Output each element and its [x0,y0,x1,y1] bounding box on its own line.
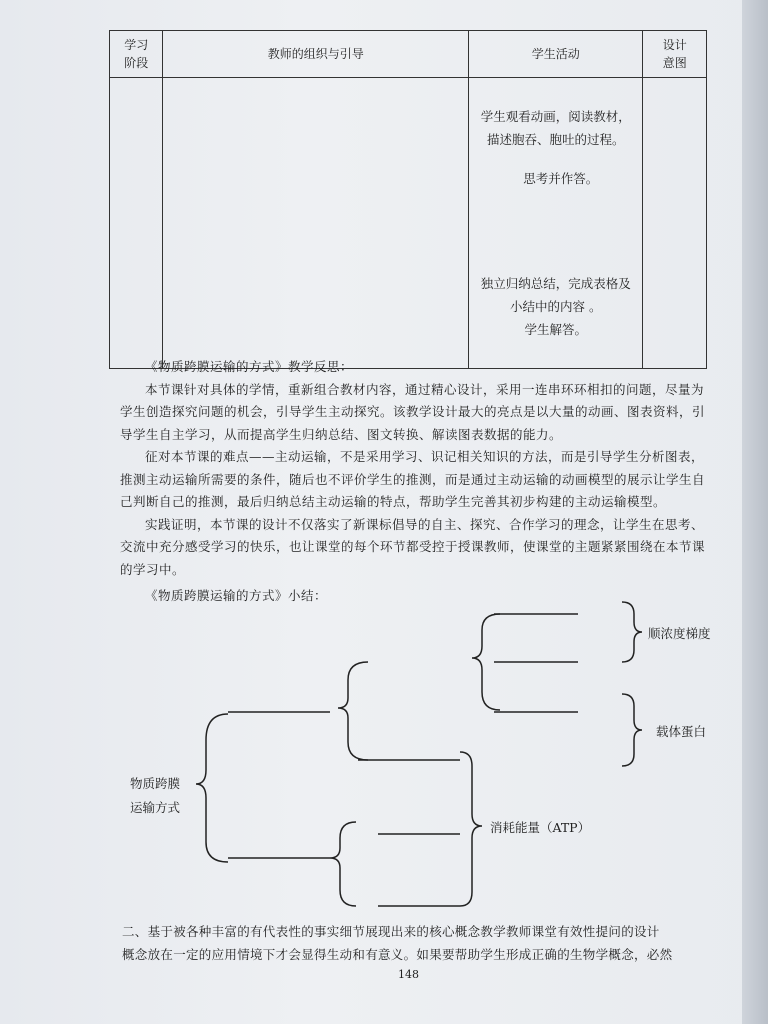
label-concentration: 顺浓度梯度 [648,626,711,641]
section-2-heading: 二、基于被各种丰富的有代表性的事实细节展现出来的核心概念教学教师课堂有效性提问的设计 [122,924,660,939]
page-number: 148 [398,968,419,981]
diagram-root-label: 物质跨膜 运输方式 [130,776,181,815]
reflection-title: 《物质跨膜运输的方式》教学反思： [145,359,354,374]
activity-2: 思考并作答。 [523,171,599,186]
summary-title: 《物质跨膜运输的方式》小结： [145,588,328,603]
header-teacher: 教师的组织与引导 [163,31,469,78]
reflection-paragraph-1: 本节课针对具体的学情，重新组合教材内容，通过精心设计，采用一连串环环相扣的问题，尽量为学生创造探究问题的机会，引导学生主动探究。该教学设计最大的亮点是以大量的动画、图表资料，引导学生自主学习，从而提高学生归纳总结、图文转换、解读图表数据的能力。 [120,381,706,442]
activity-3: 独立归纳总结，完成表格及小结中的内容 。 [480,276,631,314]
label-energy: 消耗能量（ATP） [490,820,591,835]
activity-1: 学生观看动画，阅读教材，描述胞吞、胞吐的过程。 [480,109,631,147]
section-2-line: 概念放在一定的应用情境下才会显得生动和有意义。如果要帮助学生形成正确的生物学概念，必然 [122,947,673,962]
reflection-paragraph-3: 实践证明，本节课的设计不仅落实了新课标倡导的自主、探究、合作学习的理念，让学生在思考、交流中充分感受学习的快乐，也让课堂的每个环节都受控于授课教师，使课堂的主题紧紧围绕在本节课的学习中。 [120,516,706,577]
header-stage: 学习 阶段 [110,31,163,78]
header-student: 学生活动 [468,31,642,78]
label-carrier: 载体蛋白 [656,724,707,739]
header-intent: 设计 意图 [643,31,707,78]
reflection-paragraph-2: 征对本节课的难点——主动运输，不是采用学习、识记相关知识的方法，而是引导学生分析图表，推测主动运输所需要的条件，随后也不评价学生的推测，而是通过主动运输的动画模型的展示让学生自己判断自己的推测，最后归纳总结主动运输的特点，帮助学生完善其初步构建的主动运输模型。 [120,449,706,509]
activity-4: 学生解答。 [524,322,587,337]
